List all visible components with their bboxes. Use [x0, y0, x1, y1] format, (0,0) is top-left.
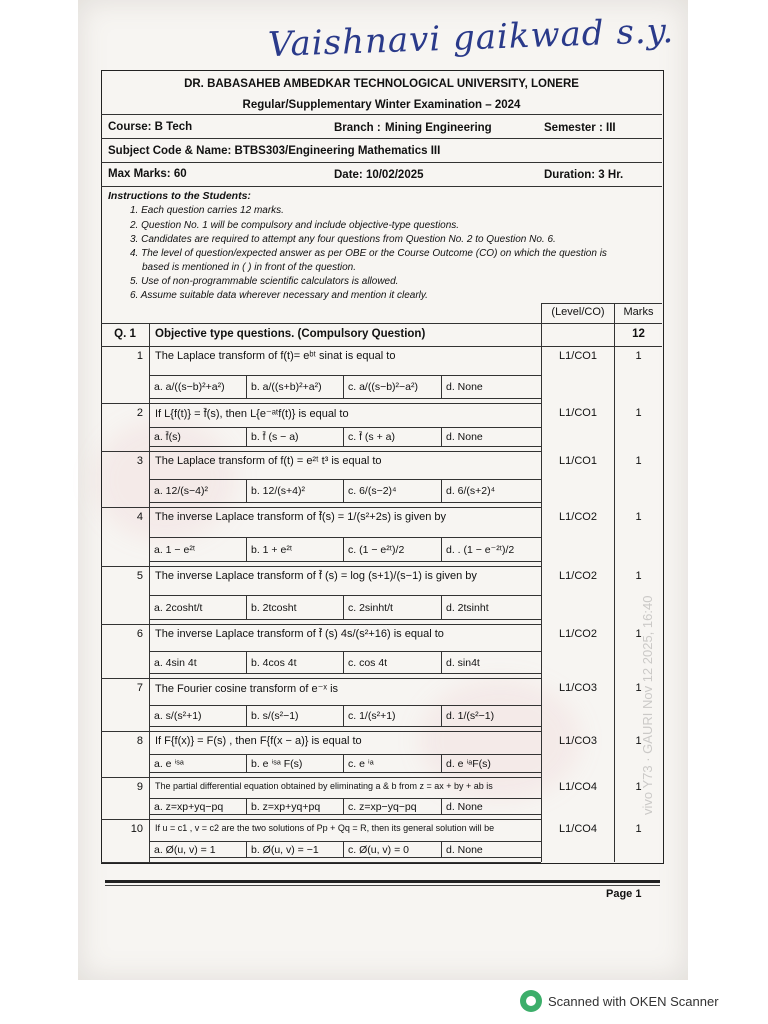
option-d: d. . (1 − e⁻²ᵗ)/2	[441, 537, 542, 562]
instruction-item: 4. The level of question/expected answer as per OBE or the Course Outcome (CO) on which the question is	[130, 248, 607, 259]
option-b: b. 4cos 4t	[246, 651, 344, 674]
question-text: The inverse Laplace transform of f̄ (s) 4s/(s²+16) is equal to	[155, 628, 444, 640]
scanner-badge	[520, 990, 719, 1012]
question-level: L1/CO1	[559, 455, 597, 467]
question-marks: 1	[635, 407, 642, 419]
question-number: 1	[136, 350, 143, 362]
divider	[101, 162, 662, 163]
option-a: a. 12/(s−4)²	[149, 479, 247, 503]
instruction-item: 1. Each question carries 12 marks.	[130, 205, 284, 216]
row-divider	[101, 731, 541, 732]
option-c: c. z=xp−yq−pq	[343, 798, 442, 815]
question-number: 4	[136, 511, 143, 523]
question-level: L1/CO4	[559, 781, 597, 793]
option-d: d. 6/(s+2)⁴	[441, 479, 542, 503]
question-number: 6	[136, 628, 143, 640]
instruction-item: 2. Question No. 1 will be compulsory and include objective-type questions.	[130, 220, 460, 231]
option-c: c. cos 4t	[343, 651, 442, 674]
option-b: b. s/(s²−1)	[246, 705, 344, 727]
option-a: a. f̄(s)	[149, 427, 247, 447]
col-marks-header: Marks	[623, 306, 654, 318]
question-marks: 1	[635, 823, 642, 835]
device-watermark: vivo Y73 · GAURI Nov 12 2025, 16:40	[640, 595, 655, 815]
oken-logo-icon	[520, 990, 542, 1012]
option-d: d. 2tsinht	[441, 595, 542, 620]
option-b: b. Ø(u, v) = −1	[246, 841, 344, 858]
question-text: The inverse Laplace transform of f̄(s) = 1/(s²+2s) is given by	[155, 511, 447, 523]
question-marks: 1	[635, 570, 642, 582]
question-level: L1/CO3	[559, 735, 597, 747]
table-line	[101, 323, 662, 324]
row-divider	[101, 451, 541, 452]
q1-title: Objective type questions. (Compulsory Question)	[155, 328, 426, 340]
q1-number: Q. 1	[114, 328, 136, 340]
option-c: c. (1 − e²ᵗ)/2	[343, 537, 442, 562]
semester: Semester : III	[544, 122, 616, 134]
row-divider	[101, 777, 541, 778]
option-b: b. f̄ (s − a)	[246, 427, 344, 447]
branch-value: Mining Engineering	[385, 122, 492, 134]
page-number: Page 1	[606, 888, 642, 900]
option-a: a. Ø(u, v) = 1	[149, 841, 247, 858]
question-number: 9	[136, 781, 143, 793]
option-a: a. e ⁱˢᵃ	[149, 754, 247, 773]
option-b: b. 12/(s+4)²	[246, 479, 344, 503]
option-b: b. 2tcosht	[246, 595, 344, 620]
question-number: 8	[136, 735, 143, 747]
subject: Subject Code & Name: BTBS303/Engineering Mathematics III	[108, 145, 441, 157]
table-line	[614, 303, 615, 862]
option-c: c. 6/(s−2)⁴	[343, 479, 442, 503]
question-level: L1/CO2	[559, 628, 597, 640]
course: Course: B Tech	[108, 121, 193, 133]
table-line	[101, 346, 662, 347]
question-text: The Laplace transform of f(t) = e²ᵗ t³ is equal to	[155, 455, 382, 467]
question-marks: 1	[635, 682, 642, 694]
option-c: c. a/((s−b)²−a²)	[343, 375, 442, 399]
col-level-header: (Level/CO)	[551, 306, 605, 318]
row-divider	[101, 819, 541, 820]
option-c: c. f̄ (s + a)	[343, 427, 442, 447]
duration: Duration: 3 Hr.	[544, 169, 624, 181]
option-d: d. e ⁱᵃF(s)	[441, 754, 542, 773]
option-c: c. e ⁱᵃ	[343, 754, 442, 773]
option-a: a. 4sin 4t	[149, 651, 247, 674]
option-a: a. s/(s²+1)	[149, 705, 247, 727]
option-c: c. Ø(u, v) = 0	[343, 841, 442, 858]
question-level: L1/CO1	[559, 407, 597, 419]
question-text: The partial differential equation obtained by eliminating a & b from z = ax + by + ab is	[155, 781, 493, 791]
instruction-item: based is mentioned in ( ) in front of the question.	[142, 262, 357, 273]
question-marks: 1	[635, 511, 642, 523]
question-level: L1/CO2	[559, 511, 597, 523]
divider	[101, 114, 662, 115]
exam-title: Regular/Supplementary Winter Examination – 2024	[242, 99, 521, 111]
option-d: d. None	[441, 841, 542, 858]
question-number: 10	[130, 823, 143, 835]
divider	[101, 138, 662, 139]
option-d: d. None	[441, 427, 542, 447]
question-level: L1/CO2	[559, 570, 597, 582]
question-text: The Fourier cosine transform of e⁻ˣ is	[155, 683, 339, 695]
footer-rule	[105, 880, 660, 883]
question-marks: 1	[635, 628, 642, 640]
option-b: b. z=xp+yq+pq	[246, 798, 344, 815]
question-text: The Laplace transform of f(t)= eᵇᵗ sinat is equal to	[155, 350, 396, 362]
table-line	[541, 303, 662, 304]
option-d: d. None	[441, 375, 542, 399]
option-d: d. None	[441, 798, 542, 815]
question-level: L1/CO3	[559, 682, 597, 694]
row-divider	[101, 624, 541, 625]
option-d: d. 1/(s²−1)	[441, 705, 542, 727]
footer-rule	[105, 885, 660, 886]
question-marks: 1	[635, 455, 642, 467]
option-a: a. z=xp+yq−pq	[149, 798, 247, 815]
question-text: If L{f(t)} = f̄(s), then L{e⁻ᵃᵗf(t)} is equal to	[155, 408, 349, 420]
question-marks: 1	[635, 350, 642, 362]
option-c: c. 1/(s²+1)	[343, 705, 442, 727]
question-text: The inverse Laplace transform of f̄ (s) = log (s+1)/(s−1) is given by	[155, 570, 477, 582]
question-text: If F{f(x)} = F(s) , then F{f(x − a)} is equal to	[155, 735, 362, 747]
handwritten-signature: Vaishnavi gaikwad s.y.	[267, 10, 675, 66]
row-divider	[101, 507, 541, 508]
instruction-item: 6. Assume suitable data wherever necessary and mention it clearly.	[130, 290, 428, 301]
option-a: a. 2cosht/t	[149, 595, 247, 620]
instruction-item: 5. Use of non-programmable scientific calculators is allowed.	[130, 276, 399, 287]
option-c: c. 2sinht/t	[343, 595, 442, 620]
option-a: a. 1 − e²ᵗ	[149, 537, 247, 562]
option-d: d. sin4t	[441, 651, 542, 674]
question-level: L1/CO4	[559, 823, 597, 835]
max-marks: Max Marks: 60	[108, 168, 187, 180]
university-name: DR. BABASAHEB AMBEDKAR TECHNOLOGICAL UNIVERSITY, LONERE	[184, 78, 579, 90]
question-marks: 1	[635, 781, 642, 793]
row-divider	[101, 678, 541, 679]
scanner-text: Scanned with OKEN Scanner	[548, 993, 719, 1009]
option-b: b. e ⁱˢᵃ F(s)	[246, 754, 344, 773]
question-number: 2	[136, 407, 143, 419]
question-number: 3	[136, 455, 143, 467]
question-text: If u = c1 , v = c2 are the two solutions of Pp + Qq = R, then its general solution will be	[155, 823, 495, 833]
instructions-heading: Instructions to the Students:	[108, 190, 251, 202]
option-a: a. a/((s−b)²+a²)	[149, 375, 247, 399]
row-divider	[101, 566, 541, 567]
divider	[101, 186, 662, 187]
question-number: 5	[136, 570, 143, 582]
option-b: b. a/((s+b)²+a²)	[246, 375, 344, 399]
question-marks: 1	[635, 735, 642, 747]
branch-label: Branch :	[334, 122, 381, 134]
question-level: L1/CO1	[559, 350, 597, 362]
question-number: 7	[136, 682, 143, 694]
option-b: b. 1 + e²ᵗ	[246, 537, 344, 562]
row-divider	[101, 862, 541, 863]
row-divider	[101, 403, 541, 404]
q1-marks: 12	[632, 328, 645, 340]
instruction-item: 3. Candidates are required to attempt any four questions from Question No. 2 to Question No. 6.	[130, 234, 556, 245]
exam-date: Date: 10/02/2025	[334, 169, 424, 181]
